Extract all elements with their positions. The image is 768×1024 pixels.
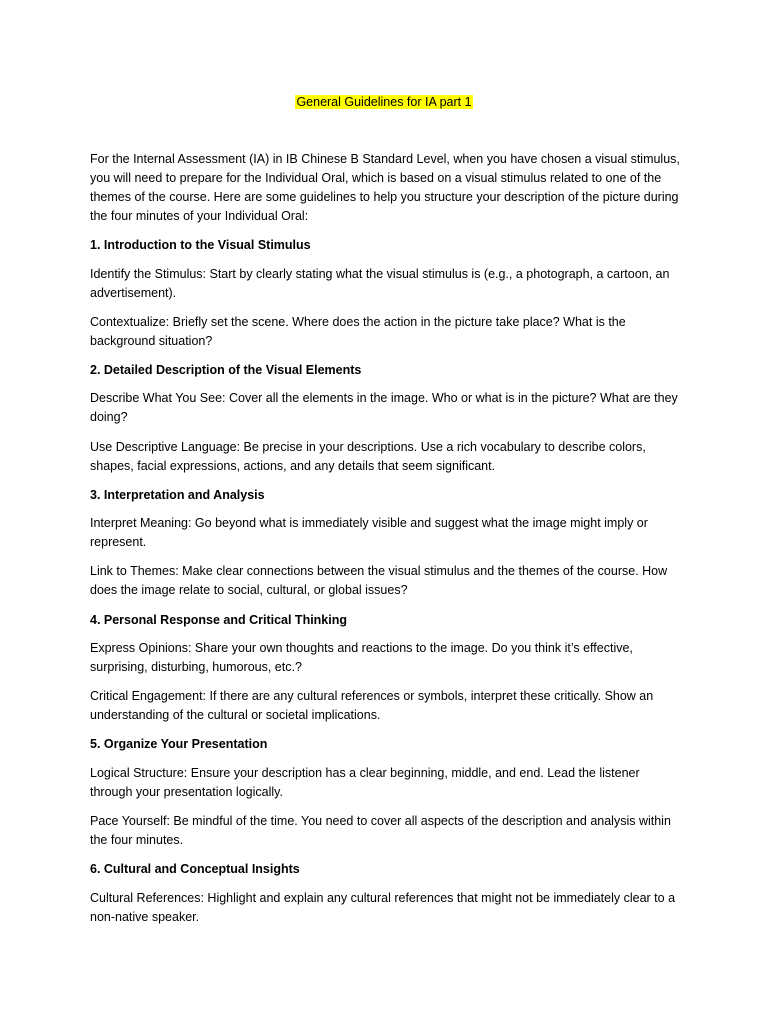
section-2-paragraph-1: Describe What You See: Cover all the elements in the image. Who or what is in the picture? What are they doing? bbox=[90, 391, 678, 424]
section-4-paragraph-2: Critical Engagement: If there are any cultural references or symbols, interpret these critically. Show an understanding of the cultural or societal implications. bbox=[90, 689, 654, 722]
section-3-heading: 3. Interpretation and Analysis bbox=[90, 488, 265, 502]
section-5-paragraph-2: Pace Yourself: Be mindful of the time. You need to cover all aspects of the description and analysis within the four minutes. bbox=[90, 814, 671, 847]
title-line bbox=[0, 93, 768, 112]
section-4-heading: 4. Personal Response and Critical Thinking bbox=[90, 613, 348, 627]
section-1-paragraph-1: Identify the Stimulus: Start by clearly stating what the visual stimulus is (e.g., a photograph, a cartoon, an advertisement). bbox=[90, 267, 670, 300]
section-1-paragraph-2: Contextualize: Briefly set the scene. Where does the action in the picture take place? What is the background situation? bbox=[90, 315, 626, 348]
section-2-heading: 2. Detailed Description of the Visual Elements bbox=[90, 363, 362, 377]
document-title: General Guidelines for IA part 1 bbox=[296, 95, 472, 109]
section-5-paragraph-1: Logical Structure: Ensure your description has a clear beginning, middle, and end. Lead the listener through your presentation logically. bbox=[90, 766, 640, 799]
section-4-paragraph-1: Express Opinions: Share your own thoughts and reactions to the image. Do you think it’s effective, surprising, disturbing, humorous, etc.? bbox=[90, 641, 633, 674]
section-2-paragraph-2: Use Descriptive Language: Be precise in your descriptions. Use a rich vocabulary to describe colors, shapes, facial expressions, actions, and any details that seem significant. bbox=[90, 440, 646, 473]
section-6-heading: 6. Cultural and Conceptual Insights bbox=[90, 862, 300, 876]
section-3-paragraph-1: Interpret Meaning: Go beyond what is immediately visible and suggest what the image might imply or represent. bbox=[90, 516, 648, 549]
section-1-heading: 1. Introduction to the Visual Stimulus bbox=[90, 238, 311, 252]
section-5-heading: 5. Organize Your Presentation bbox=[90, 737, 268, 751]
intro-paragraph: For the Internal Assessment (IA) in IB Chinese B Standard Level, when you have chosen a visual stimulus, you will need to prepare for the Individual Oral, which is based on a visual stimulus related to one of the themes of the course. Here are some guidelines to help you structure your description of the picture during the four minutes of your Individual Oral: bbox=[90, 152, 680, 223]
section-3-paragraph-2: Link to Themes: Make clear connections between the visual stimulus and the themes of the course. How does the image relate to social, cultural, or global issues? bbox=[90, 564, 668, 597]
section-6-paragraph-1: Cultural References: Highlight and explain any cultural references that might not be immediately clear to a non-native speaker. bbox=[90, 891, 676, 924]
